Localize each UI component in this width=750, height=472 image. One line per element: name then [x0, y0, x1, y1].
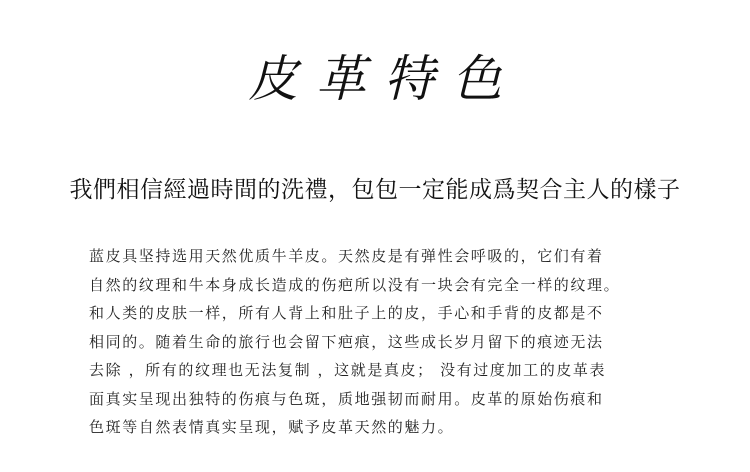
description-line: 自然的纹理和牛本身成长造成的伤疤所以没有一块会有完全一样的纹理。 [89, 275, 621, 294]
description-line: 色斑等自然表情真实呈现，赋予皮革天然的魅力。 [89, 418, 455, 436]
description-line: 相同的。随着生命的旅行也会留下疤痕，这些成长岁月留下的痕迹无法 [89, 332, 604, 351]
description-line: 去除 ，所有的纹理也无法复制 ，这就是真皮； 没有过度加工的皮革表 [89, 361, 607, 379]
description-line: 面真实呈现出独特的伤痕与色斑，质地强韧而耐用。皮革的原始伤痕和 [89, 389, 604, 408]
description-paragraph [89, 242, 665, 442]
description-line: 蓝皮具坚持选用天然优质牛羊皮。天然皮是有弹性会呼吸的，它们有着 [89, 247, 604, 265]
headline: 我們相信經過時間的洗禮，包包一定能成爲契合主人的樣子 [69, 177, 681, 203]
description-line: 和人类的皮肤一样，所有人背上和肚子上的皮，手心和手背的皮都是不 [89, 304, 604, 322]
page-title: 皮革特色 [248, 50, 520, 108]
